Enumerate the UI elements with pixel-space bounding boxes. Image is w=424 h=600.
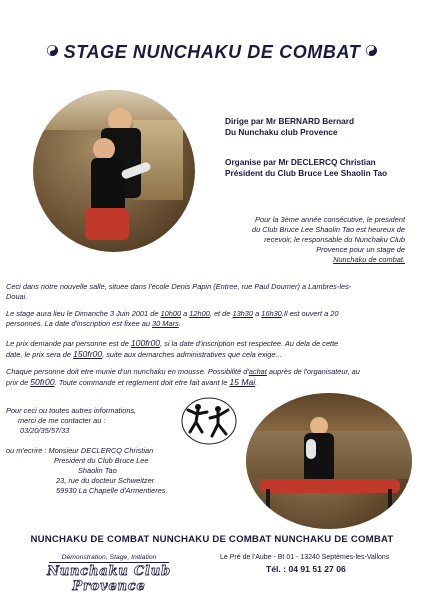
- club-name: Nunchaku Club Provence: [47, 564, 171, 594]
- body-line: [6, 367, 418, 377]
- text: Le prix demande par personne est de: [6, 339, 131, 348]
- contact-line: ou m'ecrire : Monsieur DECLERCQ Christian: [6, 446, 154, 455]
- fighters-logo: [180, 396, 238, 446]
- address-line: 59930 La Chapelle d'Armentieres.: [56, 486, 168, 495]
- text: prix de: [6, 378, 31, 387]
- time: 13h30: [232, 309, 254, 318]
- club-tagline: Démonstration, Stage, Initiation: [61, 554, 157, 561]
- organiser-line: Organise par Mr DECLERCQ Christian: [225, 157, 376, 167]
- contact-block: [6, 406, 191, 496]
- time: 16h30: [261, 309, 282, 318]
- text: date, le prix sera de: [6, 350, 73, 359]
- club-contact: [220, 554, 420, 574]
- club-address: Le Pré de l'Aube - Bt 01 - 13240 Septèmes-les-Vallons: [220, 554, 390, 561]
- page-title: [0, 42, 424, 63]
- text: a: [181, 309, 190, 318]
- contact-line: Pour ceci ou toutes autres informations,: [6, 406, 137, 415]
- body-line: Ceci dans notre nouvelle salle, situee dans l'ecole Denis Papin (Entree, rue Paul Doumer) a Lambres-les-: [6, 282, 352, 291]
- time: 10h00: [160, 309, 182, 318]
- club-phone: Tél. : 04 91 51 27 06: [266, 564, 346, 574]
- text: Le stage aura lieu le Dimanche 3 Juin 2001 de: [6, 309, 161, 318]
- text: , suite aux demarches administratives que cela exige...: [102, 350, 282, 359]
- text: .Il est ouvert a 20: [281, 309, 339, 318]
- director-info: [225, 116, 420, 137]
- text: , si la date d'inscription est respectee. Au dela de cette: [160, 339, 339, 348]
- text: personnes. La date d'inscription est fixee au: [6, 319, 153, 328]
- schedule-paragraph: [6, 309, 418, 329]
- location-paragraph: [6, 282, 418, 302]
- text: achat: [248, 367, 267, 376]
- text: auprès de l'organisateur, au: [266, 367, 360, 376]
- intro-line: du Club Bruce Lee Shaolin Tao est heureux de: [252, 225, 405, 234]
- photo-instructors: [33, 90, 195, 252]
- equipment-paragraph: [6, 367, 418, 388]
- director-club-line: Du Nunchaku club Provence: [225, 126, 338, 137]
- address-line: 23, rue du docteur Schweitzer: [56, 476, 155, 485]
- club-logo: [14, 554, 204, 594]
- yin-yang-icon: [366, 45, 377, 56]
- price: 150fr00: [72, 349, 103, 359]
- address-line: President du Club Bruce Lee: [54, 456, 149, 465]
- text: a: [253, 309, 262, 318]
- contact-phone: 03/20/35/57/33: [20, 426, 70, 435]
- time: 12h00: [189, 309, 210, 318]
- contact-line: merci de me contacter au :: [18, 416, 106, 425]
- date: 15 Mai: [229, 377, 256, 387]
- price: 50fr00: [30, 377, 55, 387]
- intro-line: Provence pour un stage de: [316, 245, 405, 254]
- title-text: STAGE NUNCHAKU DE COMBAT: [63, 42, 361, 62]
- organiser-info: [225, 157, 424, 178]
- body-line: [6, 309, 418, 319]
- banner: NUNCHAKU DE COMBAT NUNCHAKU DE COMBAT NUNCHAKU DE COMBAT: [30, 534, 394, 545]
- organiser-club-line: Président du Club Bruce Lee Shaolin Tao: [225, 167, 388, 178]
- photo-demonstration: [246, 393, 412, 529]
- body-line: [6, 338, 418, 349]
- text: Chaque personne doit etre munie d'un nunchaku en mousse. Possibilité d': [6, 367, 249, 376]
- intro-highlight: Nunchaku de combat.: [333, 255, 405, 264]
- body-line: [6, 349, 418, 360]
- intro-paragraph: [205, 215, 405, 265]
- director-line: Dirige par Mr BERNARD Bernard: [225, 116, 355, 126]
- body-line: [6, 319, 418, 329]
- text: . Toute commande et reglement doit etre fait avant le: [54, 378, 230, 387]
- address-line: Shaolin Tao: [78, 466, 117, 475]
- intro-line: Pour la 3ème année consécutive, le president: [255, 215, 405, 224]
- body-line: [6, 377, 418, 388]
- text: .: [178, 319, 181, 328]
- yin-yang-icon: [47, 45, 58, 56]
- text: .: [255, 378, 258, 387]
- price-paragraph: [6, 338, 418, 360]
- text: , et de: [209, 309, 233, 318]
- price: 100fr00: [130, 338, 161, 348]
- date: 30 Mars: [152, 319, 179, 328]
- intro-line: recevoir, le responsable du Nunchaku Club: [264, 235, 405, 244]
- body-line: Douai.: [6, 292, 28, 301]
